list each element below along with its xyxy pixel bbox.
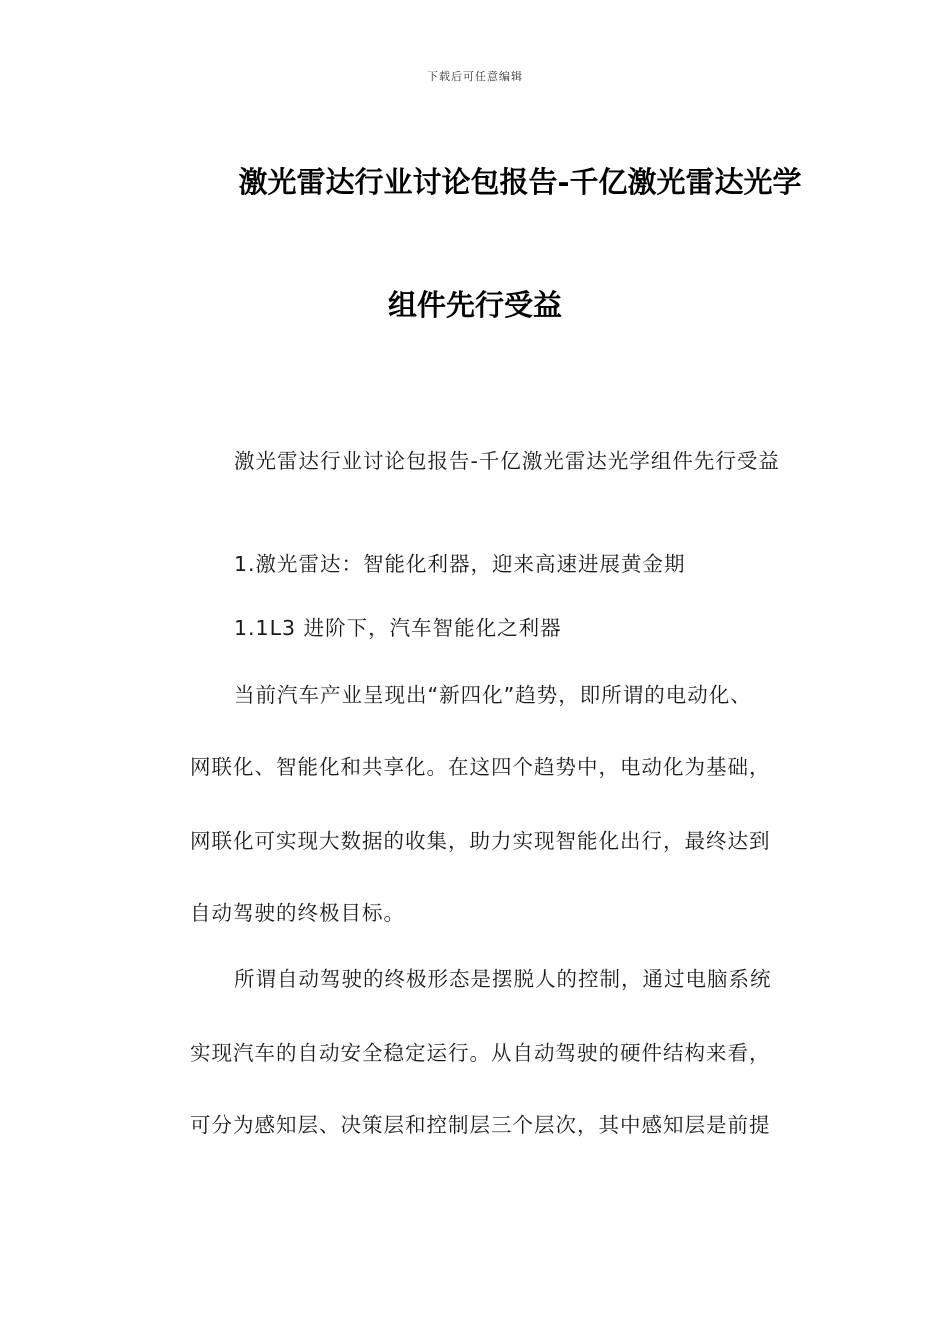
paragraph-1-line-1: 当前汽车产业呈现出“新四化”趋势，即所谓的电动化、 xyxy=(234,683,752,707)
paragraph-2-line-3: 可分为感知层、决策层和控制层三个层次，其中感知层是前提 xyxy=(190,1113,771,1137)
subtitle-paragraph: 激光雷达行业讨论包报告-千亿激光雷达光学组件先行受益 xyxy=(234,449,780,473)
section-heading-1: 1.激光雷达：智能化利器，迎来高速进展黄金期 xyxy=(234,552,686,576)
document-title-line-1: 激光雷达行业讨论包报告-千亿激光雷达光学 xyxy=(238,165,802,199)
paragraph-1-line-3: 网联化可实现大数据的收集，助力实现智能化出行，最终达到 xyxy=(190,829,771,853)
header-note: 下载后可任意编辑 xyxy=(427,70,523,83)
section-heading-1-1: 1.1L3 进阶下，汽车智能化之利器 xyxy=(234,616,562,640)
paragraph-2-line-1: 所谓自动驾驶的终极形态是摆脱人的控制，通过电脑系统 xyxy=(234,967,772,991)
paragraph-1-line-4: 自动驾驶的终极目标。 xyxy=(190,901,405,925)
paragraph-1-line-2: 网联化、智能化和共享化。在这四个趋势中，电动化为基础， xyxy=(190,755,771,779)
document-title-line-2: 组件先行受益 xyxy=(387,288,562,322)
paragraph-2-line-2: 实现汽车的自动安全稳定运行。从自动驾驶的硬件结构来看， xyxy=(190,1041,771,1065)
